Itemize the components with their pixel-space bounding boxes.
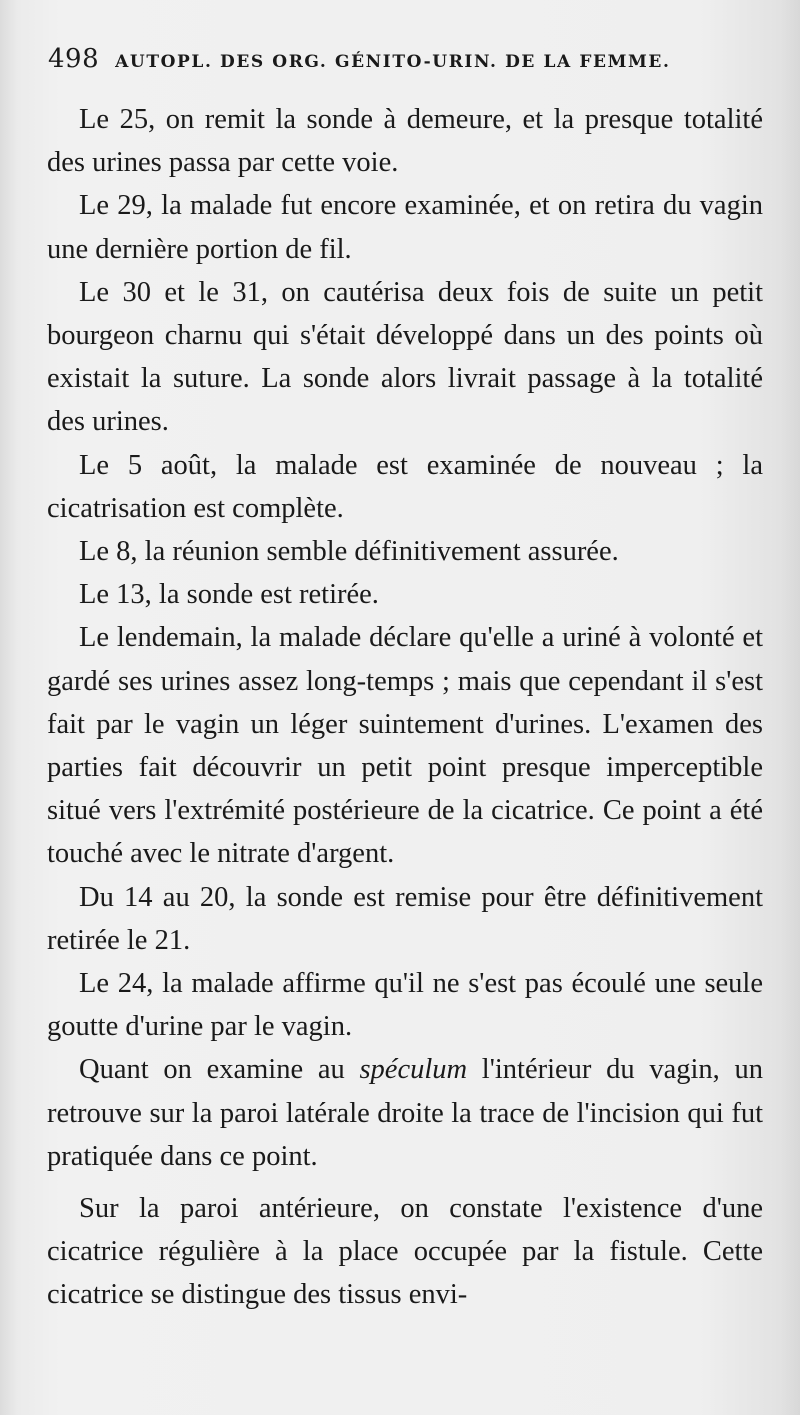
paragraph: Le 25, on remit la sonde à demeure, et la presque totalité des urines passa par cette voie.	[47, 104, 763, 179]
speculum-paragraph	[47, 1048, 763, 1178]
paragraph: Le 5 août, la malade est examinée de nouveau ; la cicatrisation est complète.	[47, 449, 763, 524]
paragraph: Le 24, la malade affirme qu'il ne s'est pas écoulé une seule goutte d'urine par le vagin.	[47, 968, 763, 1043]
page-number: 498	[48, 44, 100, 74]
paragraph: Le 30 et le 31, on cautérisa deux fois de suite un petit bourgeon charnu qui s'était développé dans un des points où existait la suture. La sonde alors livrait passage à la totalité des urines.	[47, 276, 763, 438]
paragraph: Le 8, la réunion semble définitivement assurée.	[79, 536, 619, 568]
speculum-word: spéculum	[359, 1054, 468, 1086]
paragraph: Le lendemain, la malade déclare qu'elle a uriné à volonté et gardé ses urines assez long-temps ; mais que cependant il s'est fait par le vagin un léger suintement d'urines. L'examen des parties fait découvrir un petit point presque imperceptible situé vers l'extrémité postérieure de la cicatrice. Ce point a été touché avec le nitrate d'argent.	[47, 622, 763, 870]
speculum-paragraph-end: l'intérieur du vagin, un retrouve sur la paroi latérale droite la trace de l'incision qui fut pratiquée dans ce point.	[47, 1054, 763, 1172]
paragraph: Du 14 au 20, la sonde est remise pour être définitivement retirée le 21.	[47, 881, 763, 956]
speculum-paragraph-start: Quant on examine au	[79, 1054, 360, 1086]
page-header	[48, 44, 768, 80]
body-text	[47, 98, 763, 1317]
running-title: AUTOPL. DES ORG. GÉNITO-URIN. DE LA FEMME.	[115, 52, 671, 72]
paragraph: Le 13, la sonde est retirée.	[79, 579, 379, 611]
paragraph: Le 29, la malade fut encore examinée, et on retira du vagin une dernière portion de fil.	[47, 190, 763, 265]
paragraph: Sur la paroi antérieure, on constate l'existence d'une cicatrice régulière à la place occupée par la fistule. Cette cicatrice se distingue des tissus envi-	[47, 1193, 763, 1311]
